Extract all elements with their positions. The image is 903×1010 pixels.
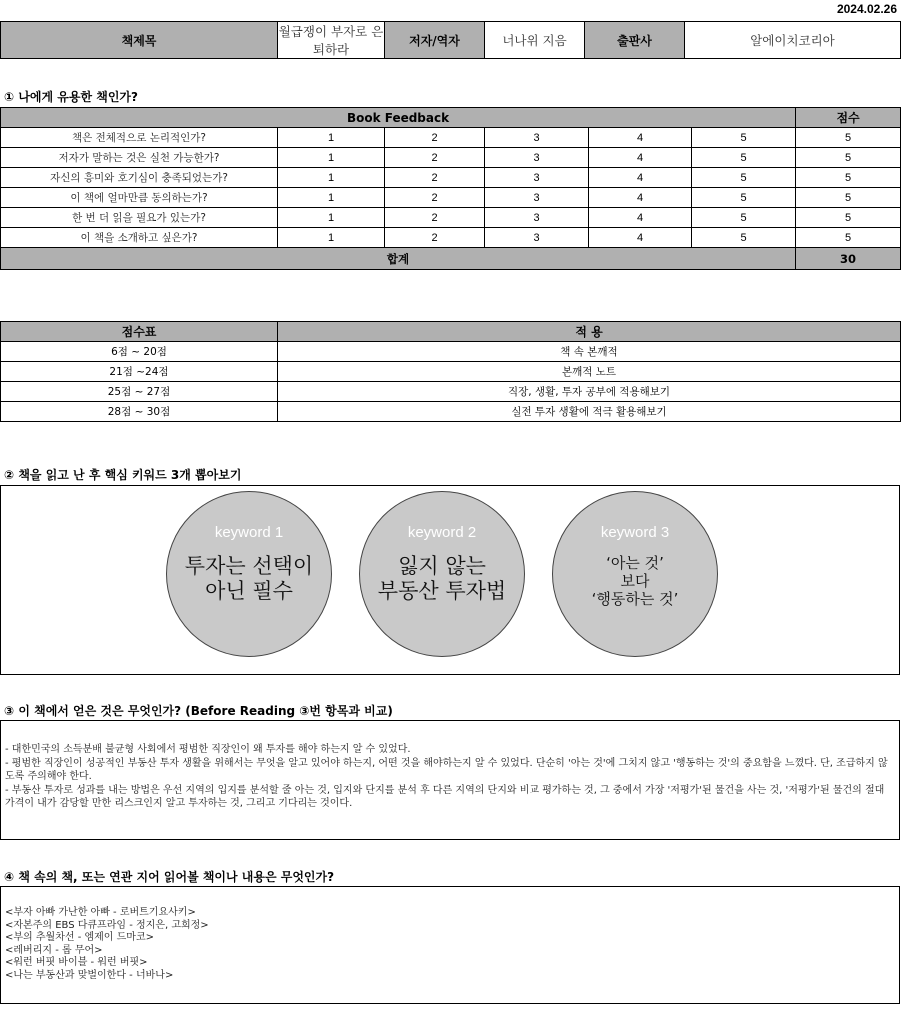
keyword-line: 보다 [620,572,650,590]
apply-text: 본깨적 노트 [278,362,901,382]
apply-text: 책 속 본깨적 [278,342,901,362]
keyword-label: keyword 1 [214,524,284,541]
keyword-text [360,554,524,604]
title-label: 책제목 [1,22,278,59]
scale-4: 4 [589,208,692,228]
scale-2: 2 [385,128,485,148]
related-book: <레버리지 - 롭 무어> [5,944,103,956]
book-info-table [0,21,901,59]
question: 저자가 말하는 것은 실천 가능한가? [1,148,278,168]
takeaway-line: - 부동산 투자로 성과를 내는 방법은 우선 지역의 입지를 분석할 줄 아는 것, 입지와 단지를 분석 후 다른 지역의 단지와 비교 평가하는 것, 그 중에서 가장 '저평가'된 물건을 사는 것, '저평가'된 물건의 절대 가격이 내가 감당할 만한 리스크인지 알고 투자하는 것, 그리고 기다리는 것이다. [5,784,888,809]
table-row [1,362,901,382]
question: 이 책을 소개하고 싶은가? [1,228,278,248]
scale-3: 3 [485,168,589,188]
keyword-line: 부동산 투자법 [377,579,507,603]
keyword-text [167,554,331,604]
title-value: 월급쟁이 부자로 은퇴하라 [278,22,385,59]
scale-1: 1 [278,228,385,248]
publisher-value: 알에이치코리아 [685,22,901,59]
scale-2: 2 [385,148,485,168]
scale-1: 1 [278,188,385,208]
score-range: 21점 ~24점 [1,362,278,382]
scale-1: 1 [278,168,385,188]
scale-2: 2 [385,168,485,188]
scale-3: 3 [485,188,589,208]
apply-text: 실전 투자 생활에 적극 활용해보기 [278,402,901,422]
scale-2: 2 [385,228,485,248]
takeaway-line: - 대한민국의 소득분배 불균형 사회에서 평범한 직장인이 왜 투자를 해야 하는지 알 수 있었다. [5,744,411,755]
keyword-box [0,485,900,675]
section4-heading: ④ 책 속의 책, 또는 연관 지어 읽어볼 책이나 내용은 무엇인가? [4,870,335,884]
keyword-text [553,554,717,608]
score-range: 25점 ~ 27점 [1,382,278,402]
keyword-line: 투자는 선택이 [184,554,314,578]
apply-header: 적 용 [278,322,901,342]
keyword-label: keyword 3 [600,524,670,541]
table-row [1,208,901,228]
keyword-circle-2 [359,491,525,657]
scale-3: 3 [485,148,589,168]
row-score: 5 [796,228,901,248]
scale-1: 1 [278,148,385,168]
score-guide-header: 점수표 [1,322,278,342]
section1-heading: ① 나에게 유용한 책인가? [4,90,138,104]
keyword-line: ‘아는 것’ [606,554,664,572]
related-book: <부의 추월차선 - 엠제이 드마코> [5,932,155,944]
table-row [1,402,901,422]
table-row [1,128,901,148]
related-book: <자본주의 EBS 다큐프라임 - 정지은, 고희정> [5,919,209,931]
keyword-line: ‘행동하는 것’ [591,590,679,608]
takeaway-line: - 평범한 직장인이 성공적인 부동산 투자 생활을 위해서는 무엇을 알고 있어야 하는지, 어떤 것을 해야하는지 알 수 있었다. 단순히 '아는 것'에 그치지 않고 '행동하는 것'의 중요함을 느꼈다. 단, 조급하지 않도록 주의해야 한다. [5,757,888,782]
author-value: 너나위 지음 [485,22,585,59]
related-book: <나는 부동산과 맞벌이한다 - 너바나> [5,969,174,981]
related-book: <워런 버핏 바이블 - 워런 버핏> [5,957,148,969]
keyword-line: 잃지 않는 [398,554,486,578]
scale-2: 2 [385,208,485,228]
date: 2024.02.26 [836,2,897,16]
keyword-line: 아닌 필수 [205,579,293,603]
apply-text: 직장, 생활, 투자 공부에 적용해보기 [278,382,901,402]
scale-5: 5 [692,188,796,208]
scale-5: 5 [692,128,796,148]
scale-1: 1 [278,128,385,148]
scale-4: 4 [589,168,692,188]
score-range: 28점 ~ 30점 [1,402,278,422]
total-label: 합계 [1,248,796,270]
row-score: 5 [796,168,901,188]
keyword-label: keyword 2 [407,524,477,541]
table-row [1,188,901,208]
score-header: 점수 [796,108,901,128]
feedback-table [0,107,901,270]
scale-5: 5 [692,228,796,248]
table-row [1,228,901,248]
row-score: 5 [796,128,901,148]
section2-heading: ② 책을 읽고 난 후 핵심 키워드 3개 뽑아보기 [4,468,242,482]
scale-2: 2 [385,188,485,208]
scale-4: 4 [589,188,692,208]
scale-3: 3 [485,128,589,148]
scale-4: 4 [589,148,692,168]
table-row [1,168,901,188]
related-book: <부자 아빠 가난한 아빠 - 로버트기요사키> [5,907,196,918]
table-row [1,148,901,168]
question: 책은 전체적으로 논리적인가? [1,128,278,148]
related-books-box [0,886,900,1004]
keyword-circle-1 [166,491,332,657]
score-range: 6점 ~ 20점 [1,342,278,362]
keyword-circle-3 [552,491,718,657]
scale-4: 4 [589,228,692,248]
question: 자신의 흥미와 호기심이 충족되었는가? [1,168,278,188]
scale-3: 3 [485,208,589,228]
row-score: 5 [796,188,901,208]
scale-4: 4 [589,128,692,148]
scale-1: 1 [278,208,385,228]
takeaway-box [0,720,900,840]
author-label: 저자/역자 [385,22,485,59]
scale-5: 5 [692,208,796,228]
scale-5: 5 [692,168,796,188]
total-value: 30 [796,248,901,270]
row-score: 5 [796,148,901,168]
question: 이 책에 얼마만큼 동의하는가? [1,188,278,208]
question: 한 번 더 읽을 필요가 있는가? [1,208,278,228]
section3-heading: ③ 이 책에서 얻은 것은 무엇인가? (Before Reading ③번 항목과 비교) [4,704,393,718]
table-row [1,382,901,402]
scale-3: 3 [485,228,589,248]
row-score: 5 [796,208,901,228]
feedback-header: Book Feedback [1,108,796,128]
table-row [1,342,901,362]
scale-5: 5 [692,148,796,168]
score-guide-table [0,321,901,422]
publisher-label: 출판사 [585,22,685,59]
